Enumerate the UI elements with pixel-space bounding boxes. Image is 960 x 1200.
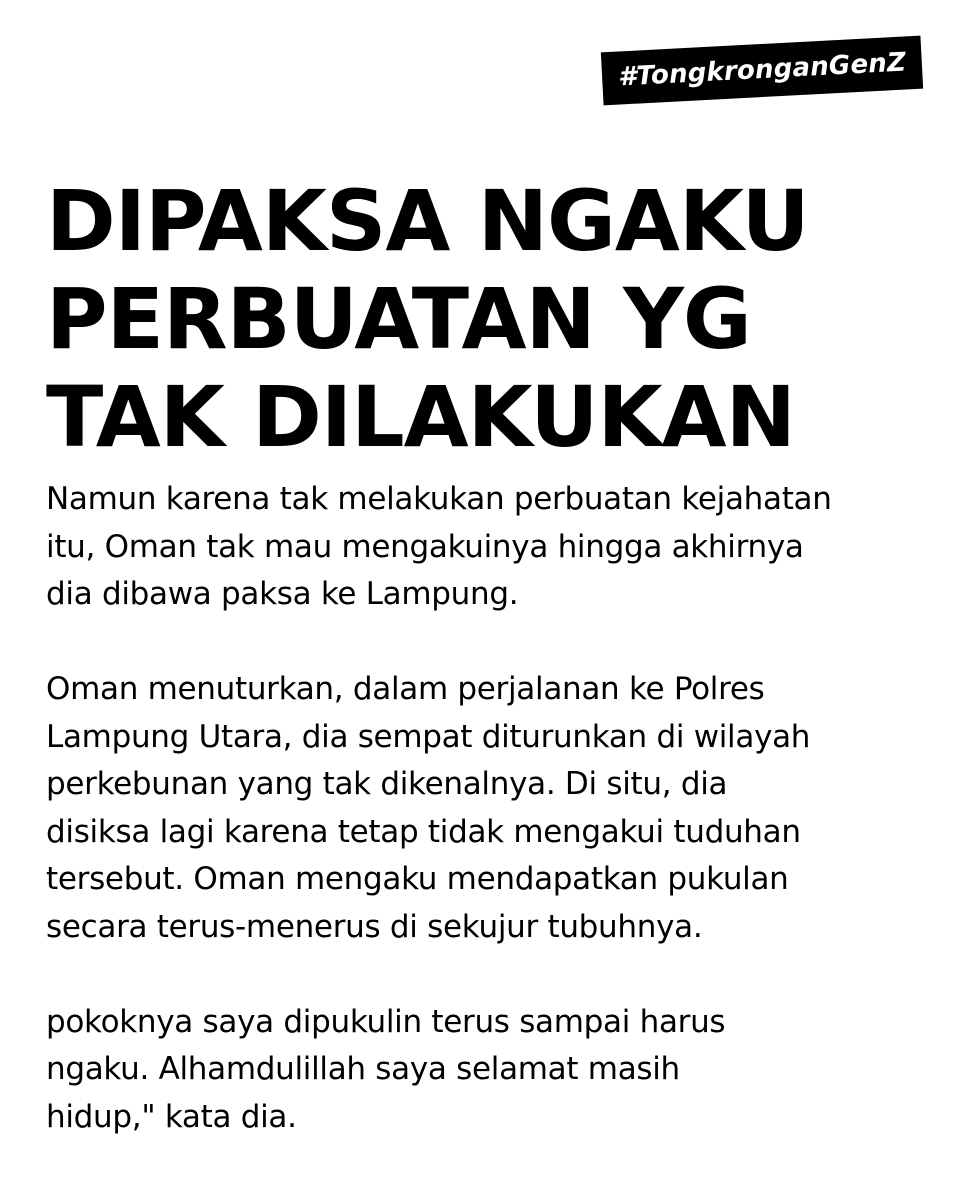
headline-line-1: DIPAKSA NGAKU: [46, 172, 809, 270]
paragraph-line: hidup," kata dia.: [46, 1098, 297, 1135]
paragraph-line: dia dibawa paksa ke Lampung.: [46, 576, 519, 612]
paragraph-line: itu, Oman tak mau mengakuinya hingga akhirnya: [46, 528, 804, 565]
paragraph-1: [46, 476, 926, 619]
paragraph-line: perkebunan yang tak dikenalnya. Di situ, dia: [46, 766, 728, 802]
headline: [46, 172, 926, 466]
paragraph-line: pokoknya saya dipukulin terus sampai harus: [46, 1003, 726, 1040]
hashtag-badge: #TongkronganGenZ: [601, 36, 923, 106]
paragraph-line: tersebut. Oman mengaku mendapatkan pukulan: [46, 861, 789, 897]
paragraph-line: Lampung Utara, dia sempat diturunkan di wilayah: [46, 718, 811, 755]
paragraph-3: [46, 999, 926, 1142]
paragraph-line: Oman menuturkan, dalam perjalanan ke Polres: [46, 671, 765, 707]
paragraph-line: disiksa lagi karena tetap tidak mengakui tuduhan: [46, 813, 801, 850]
headline-line-2: PERBUATAN YG: [46, 270, 751, 368]
paragraph-line: Namun karena tak melakukan perbuatan kejahatan: [46, 481, 832, 517]
paragraph-line: secara terus-menerus di sekujur tubuhnya.: [46, 908, 703, 945]
headline-line-3: TAK DILAKUKAN: [46, 368, 795, 466]
paragraph-2: [46, 666, 926, 951]
article-body: [46, 476, 926, 1141]
paragraph-line: ngaku. Alhamdulillah saya selamat masih: [46, 1051, 680, 1087]
